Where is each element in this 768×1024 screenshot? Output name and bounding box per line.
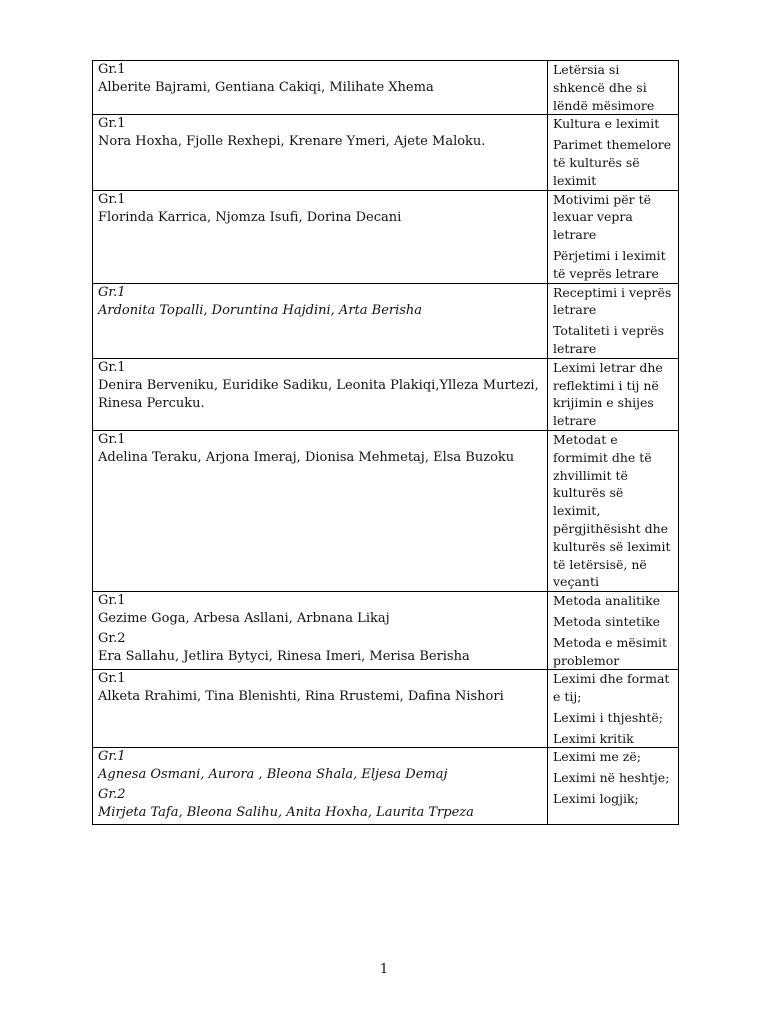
topic-text: Parimet themelore të kulturës së leximit [553, 137, 672, 188]
topic-cell [548, 115, 679, 190]
group-block [98, 786, 542, 822]
group-members-cell [93, 115, 548, 190]
page-number: 1 [379, 962, 389, 977]
group-members: Gezime Goga, Arbesa Asllani, Arbnana Likaj [98, 611, 390, 627]
table-row [93, 358, 679, 430]
group-block [98, 670, 542, 706]
group-members: Adelina Teraku, Arjona Imeraj, Dionisa Mehmetaj, Elsa Buzoku [98, 449, 515, 465]
group-members-cell [93, 358, 548, 430]
group-label: Gr.1 [98, 431, 126, 447]
group-block [98, 191, 542, 227]
topic-cell [548, 358, 679, 430]
topic-text: Metoda e mësimit problemor [553, 634, 668, 668]
topic-text: Receptimi i veprës letrare [553, 284, 672, 318]
group-block [98, 431, 542, 467]
group-block [98, 592, 542, 628]
group-members: Alketa Rrahimi, Tina Blenishti, Rina Rrustemi, Dafina Nishori [98, 689, 504, 705]
group-label: Gr.1 [98, 359, 126, 375]
topic-text: Metoda sintetike [553, 613, 661, 629]
group-members: Alberite Bajrami, Gentiana Cakiqi, Milihate Xhema [98, 80, 434, 95]
topic-text: Metoda analitike [553, 593, 661, 609]
topic-text: Kultura e leximit [553, 116, 660, 132]
topic-cell [548, 61, 679, 115]
group-block [98, 748, 542, 784]
topic-cell [548, 283, 679, 358]
group-label: Gr.1 [98, 284, 126, 300]
topic-text: Metodat e formimit dhe të zhvillimit të kulturës së leximit, përgjithësisht dhe kulturës së leximit të letërsisë, në veçanti [553, 431, 671, 590]
table-row [93, 670, 679, 748]
table-body [93, 61, 679, 825]
topic-text: Leximi kritik [553, 730, 634, 746]
table-row [93, 115, 679, 190]
group-block [98, 359, 542, 413]
group-label: Gr.1 [98, 749, 126, 765]
group-block [98, 115, 542, 151]
topic-text: Leximi në heshtje; [553, 770, 670, 786]
table-row [93, 61, 679, 115]
topic-text: Leximi letrar dhe reflektimi i tij në krijimin e shijes letrare [553, 359, 663, 429]
group-block [98, 630, 542, 666]
group-members: Denira Berveniku, Euridike Sadiku, Leonita Plakiqi,Ylleza Murtezi, Rinesa Percuku. [98, 377, 539, 411]
group-label: Gr.1 [98, 671, 126, 687]
table-row [93, 283, 679, 358]
topic-cell [548, 190, 679, 283]
topic-text: Motivimi për të lexuar vepra letrare [553, 191, 651, 243]
topic-text: Leximi me zë; [553, 749, 641, 765]
group-members: Florinda Karrica, Njomza Isufi, Dorina Decani [98, 209, 402, 225]
group-members-cell [93, 592, 548, 670]
group-members-cell [93, 430, 548, 591]
topic-text: Leximi dhe format e tij; [553, 671, 670, 705]
group-label: Gr.1 [98, 593, 126, 609]
group-label: Gr.2 [98, 631, 126, 647]
group-members: Era Sallahu, Jetlira Bytyci, Rinesa Imeri, Merisa Berisha [98, 649, 470, 665]
group-block [98, 284, 542, 320]
group-members: Agnesa Osmani, Aurora , Bleona Shala, Eljesa Demaj [98, 767, 448, 783]
topic-text: Leximi logjik; [553, 791, 639, 807]
topic-text: Totaliteti i veprës letrare [553, 323, 664, 356]
group-members-cell [93, 283, 548, 358]
table-row [93, 430, 679, 591]
group-members-cell [93, 61, 548, 115]
topic-cell [548, 592, 679, 670]
group-members-cell [93, 670, 548, 748]
group-label: Gr.1 [98, 191, 126, 207]
assignment-table [92, 60, 679, 825]
topic-cell [548, 748, 679, 825]
group-label: Gr.1 [98, 116, 126, 132]
group-members: Mirjeta Tafa, Bleona Salihu, Anita Hoxha, Laurita Trpeza [98, 805, 474, 821]
topic-text: Letërsia si shkencë dhe si lëndë mësimore [553, 62, 655, 113]
topic-text: Leximi i thjeshtë; [553, 709, 663, 725]
group-block [98, 61, 542, 97]
table-row [93, 592, 679, 670]
group-members: Ardonita Topalli, Doruntina Hajdini, Arta Berisha [98, 302, 423, 318]
group-members-cell [93, 190, 548, 283]
group-label: Gr.1 [98, 62, 126, 77]
group-members-cell [93, 748, 548, 825]
table-row [93, 748, 679, 825]
topic-cell [548, 430, 679, 591]
group-members: Nora Hoxha, Fjolle Rexhepi, Krenare Ymeri, Ajete Maloku. [98, 134, 486, 150]
topic-cell [548, 670, 679, 748]
group-label: Gr.2 [98, 787, 126, 803]
topic-text: Përjetimi i leximit të veprës letrare [553, 247, 666, 281]
table-row [93, 190, 679, 283]
